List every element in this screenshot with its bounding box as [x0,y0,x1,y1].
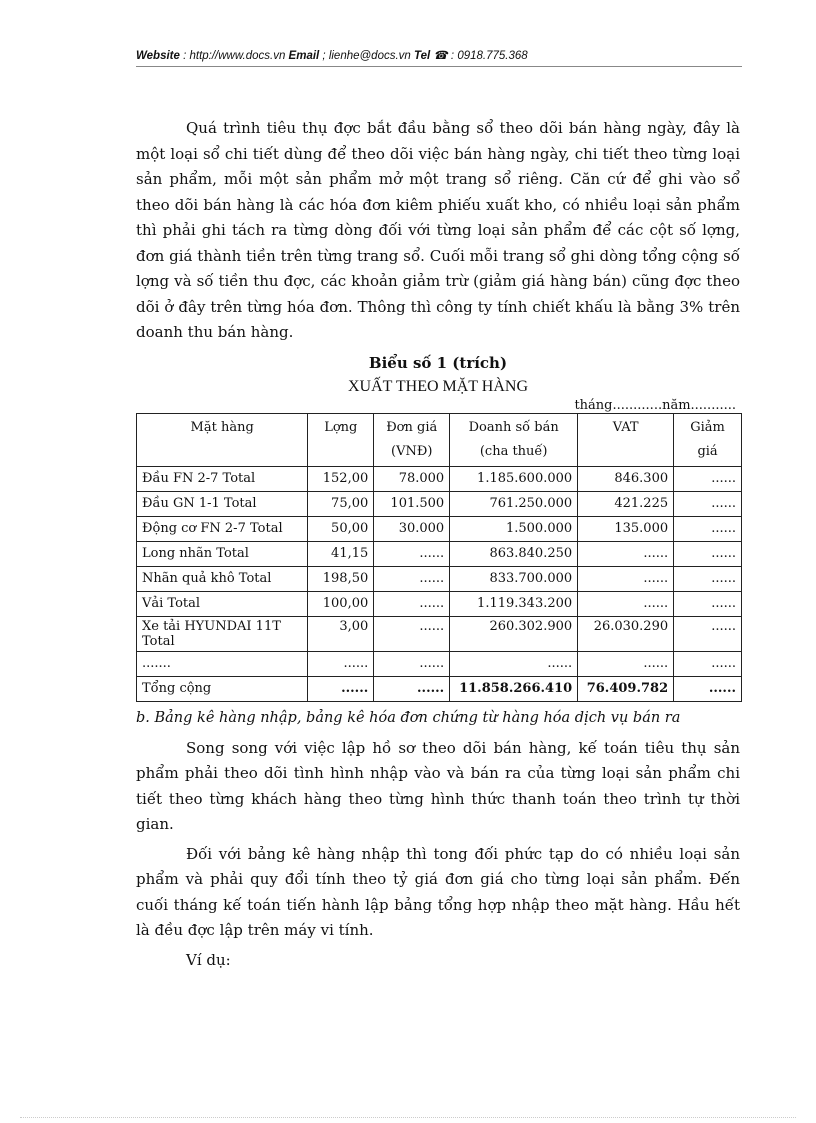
total-quantity: ...... [308,676,374,701]
paragraph-import: Đối với bảng kê hàng nhập thì tong đối phức tạp do có nhiều loại sản phẩm và phải quy đổi tính theo tỷ giá đơn giá cho từng loại sản phẩm. Đến cuối tháng kế toán tiến hành lập bảng tổng hợp nhập theo mặt hàng. Hầu hết là đều đợc lập trên máy vi tính. [136,844,740,939]
table-row [137,616,742,651]
cell-vat: 26.030.290 [578,616,674,651]
cell-revenue: 260.302.900 [450,616,578,651]
cell-item: Đầu FN 2-7 Total [137,466,308,491]
paragraph-parallel: Song song với việc lập hồ sơ theo dõi bán hàng, kế toán tiêu thụ sản phẩm phải theo dõi tình hình nhập vào và bán ra của từng loại sản phẩm chi tiết theo từng khách hàng theo từng hình thức thanh toán theo trình tự thời gian. [136,738,740,833]
cell-vat: 135.000 [578,516,674,541]
page-header [136,48,742,67]
cell-item: Động cơ FN 2-7 Total [137,516,308,541]
table-row [137,491,742,516]
cell-discount: ...... [674,466,742,491]
cell-unit-price: ...... [374,651,450,676]
total-discount: ...... [674,676,742,701]
paragraph-intro: Quá trình tiêu thụ đợc bắt đầu bằng sổ theo dõi bán hàng ngày, đây là một loại sổ chi tiết dùng để theo dõi việc bán hàng ngày, chi tiết theo từng loại sản phẩm, mỗi một sản phẩm mở một trang sổ riêng. Căn cứ để ghi vào sổ theo dõi bán hàng là các hóa đơn kiêm phiếu xuất kho, có nhiều loại sản phẩm thì phải ghi tách ra từng dòng đối với từng loại sản phẩm để các cột số lợng, đơn giá thành tiền trên từng trang sổ. Cuối mỗi trang sổ ghi dòng tổng cộng số lợng và số tiền thu đợc, các khoản giảm trừ (giảm giá hàng bán) cũng đợc theo dõi ở đây trên từng hóa đơn. Thông thì công ty tính chiết khấu là bằng 3% trên doanh thu bán hàng. [136,119,740,341]
cell-item: ....... [137,651,308,676]
col-header-unit-price: Đơn giá (VNĐ) [374,413,450,466]
cell-unit-price: ...... [374,566,450,591]
cell-revenue: 1.500.000 [450,516,578,541]
cell-revenue: ...... [450,651,578,676]
col-header-quantity: Lợng [308,413,374,466]
cell-item: Đầu GN 1-1 Total [137,491,308,516]
cell-vat: ...... [578,591,674,616]
cell-unit-price: 30.000 [374,516,450,541]
cell-unit-price: 78.000 [374,466,450,491]
table-row [137,541,742,566]
cell-vat: ...... [578,566,674,591]
table-row [137,651,742,676]
table-row [137,591,742,616]
cell-discount: ...... [674,616,742,651]
cell-unit-price: ...... [374,541,450,566]
cell-revenue: 833.700.000 [450,566,578,591]
cell-quantity: 152,00 [308,466,374,491]
cell-item: Nhãn quả khô Total [137,566,308,591]
table-total-row [137,676,742,701]
total-unit-price: ...... [374,676,450,701]
table-header-row [137,413,742,466]
cell-quantity: 41,15 [308,541,374,566]
paragraph-example: Ví dụ: [186,950,231,969]
total-label: Tổng cộng [137,676,308,701]
cell-discount: ...... [674,516,742,541]
col-header-item: Mặt hàng [137,413,308,466]
cell-item: Xe tải HYUNDAI 11T Total [137,616,308,651]
col-header-vat: VAT [578,413,674,466]
cell-quantity: 198,50 [308,566,374,591]
footer-divider [20,1117,796,1118]
cell-unit-price: ...... [374,591,450,616]
document-body [136,116,740,973]
cell-revenue: 1.185.600.000 [450,466,578,491]
total-revenue: 11.858.266.410 [450,676,578,701]
cell-quantity: ...... [308,651,374,676]
cell-discount: ...... [674,566,742,591]
section-subtitle: b. Bảng kê hàng nhập, bảng kê hóa đơn chứng từ hàng hóa dịch vụ bán ra [136,709,681,726]
cell-item: Long nhãn Total [137,541,308,566]
cell-quantity: 100,00 [308,591,374,616]
email-label: Email [288,50,320,62]
table-row [137,566,742,591]
cell-discount: ...... [674,591,742,616]
cell-item: Vải Total [137,591,308,616]
period-line: tháng............năm........... [574,397,736,413]
cell-quantity: 3,00 [308,616,374,651]
cell-vat: 846.300 [578,466,674,491]
cell-unit-price: 101.500 [374,491,450,516]
sales-table [136,413,742,702]
website-label: Website [136,50,180,62]
tel-label: Tel [414,50,431,62]
cell-quantity: 75,00 [308,491,374,516]
tel-value: ☎ : 0918.775.368 [430,50,528,62]
cell-revenue: 1.119.343.200 [450,591,578,616]
cell-discount: ...... [674,491,742,516]
cell-revenue: 863.840.250 [450,541,578,566]
cell-discount: ...... [674,541,742,566]
email-value[interactable]: ; lienhe@docs.vn [319,50,415,62]
cell-vat: ...... [578,541,674,566]
total-vat: 76.409.782 [578,676,674,701]
cell-discount: ...... [674,651,742,676]
table-caption: Biểu số 1 (trích) [368,353,508,372]
col-header-discount: Giảm giá [674,413,742,466]
cell-vat: ...... [578,651,674,676]
website-value[interactable]: : http://www.docs.vn [179,50,289,62]
cell-quantity: 50,00 [308,516,374,541]
cell-vat: 421.225 [578,491,674,516]
table-row [137,466,742,491]
table-heading: XUẤT THEO MẶT HÀNG [348,377,528,395]
cell-revenue: 761.250.000 [450,491,578,516]
cell-unit-price: ...... [374,616,450,651]
col-header-revenue: Doanh số bán (cha thuế) [450,413,578,466]
table-row [137,516,742,541]
